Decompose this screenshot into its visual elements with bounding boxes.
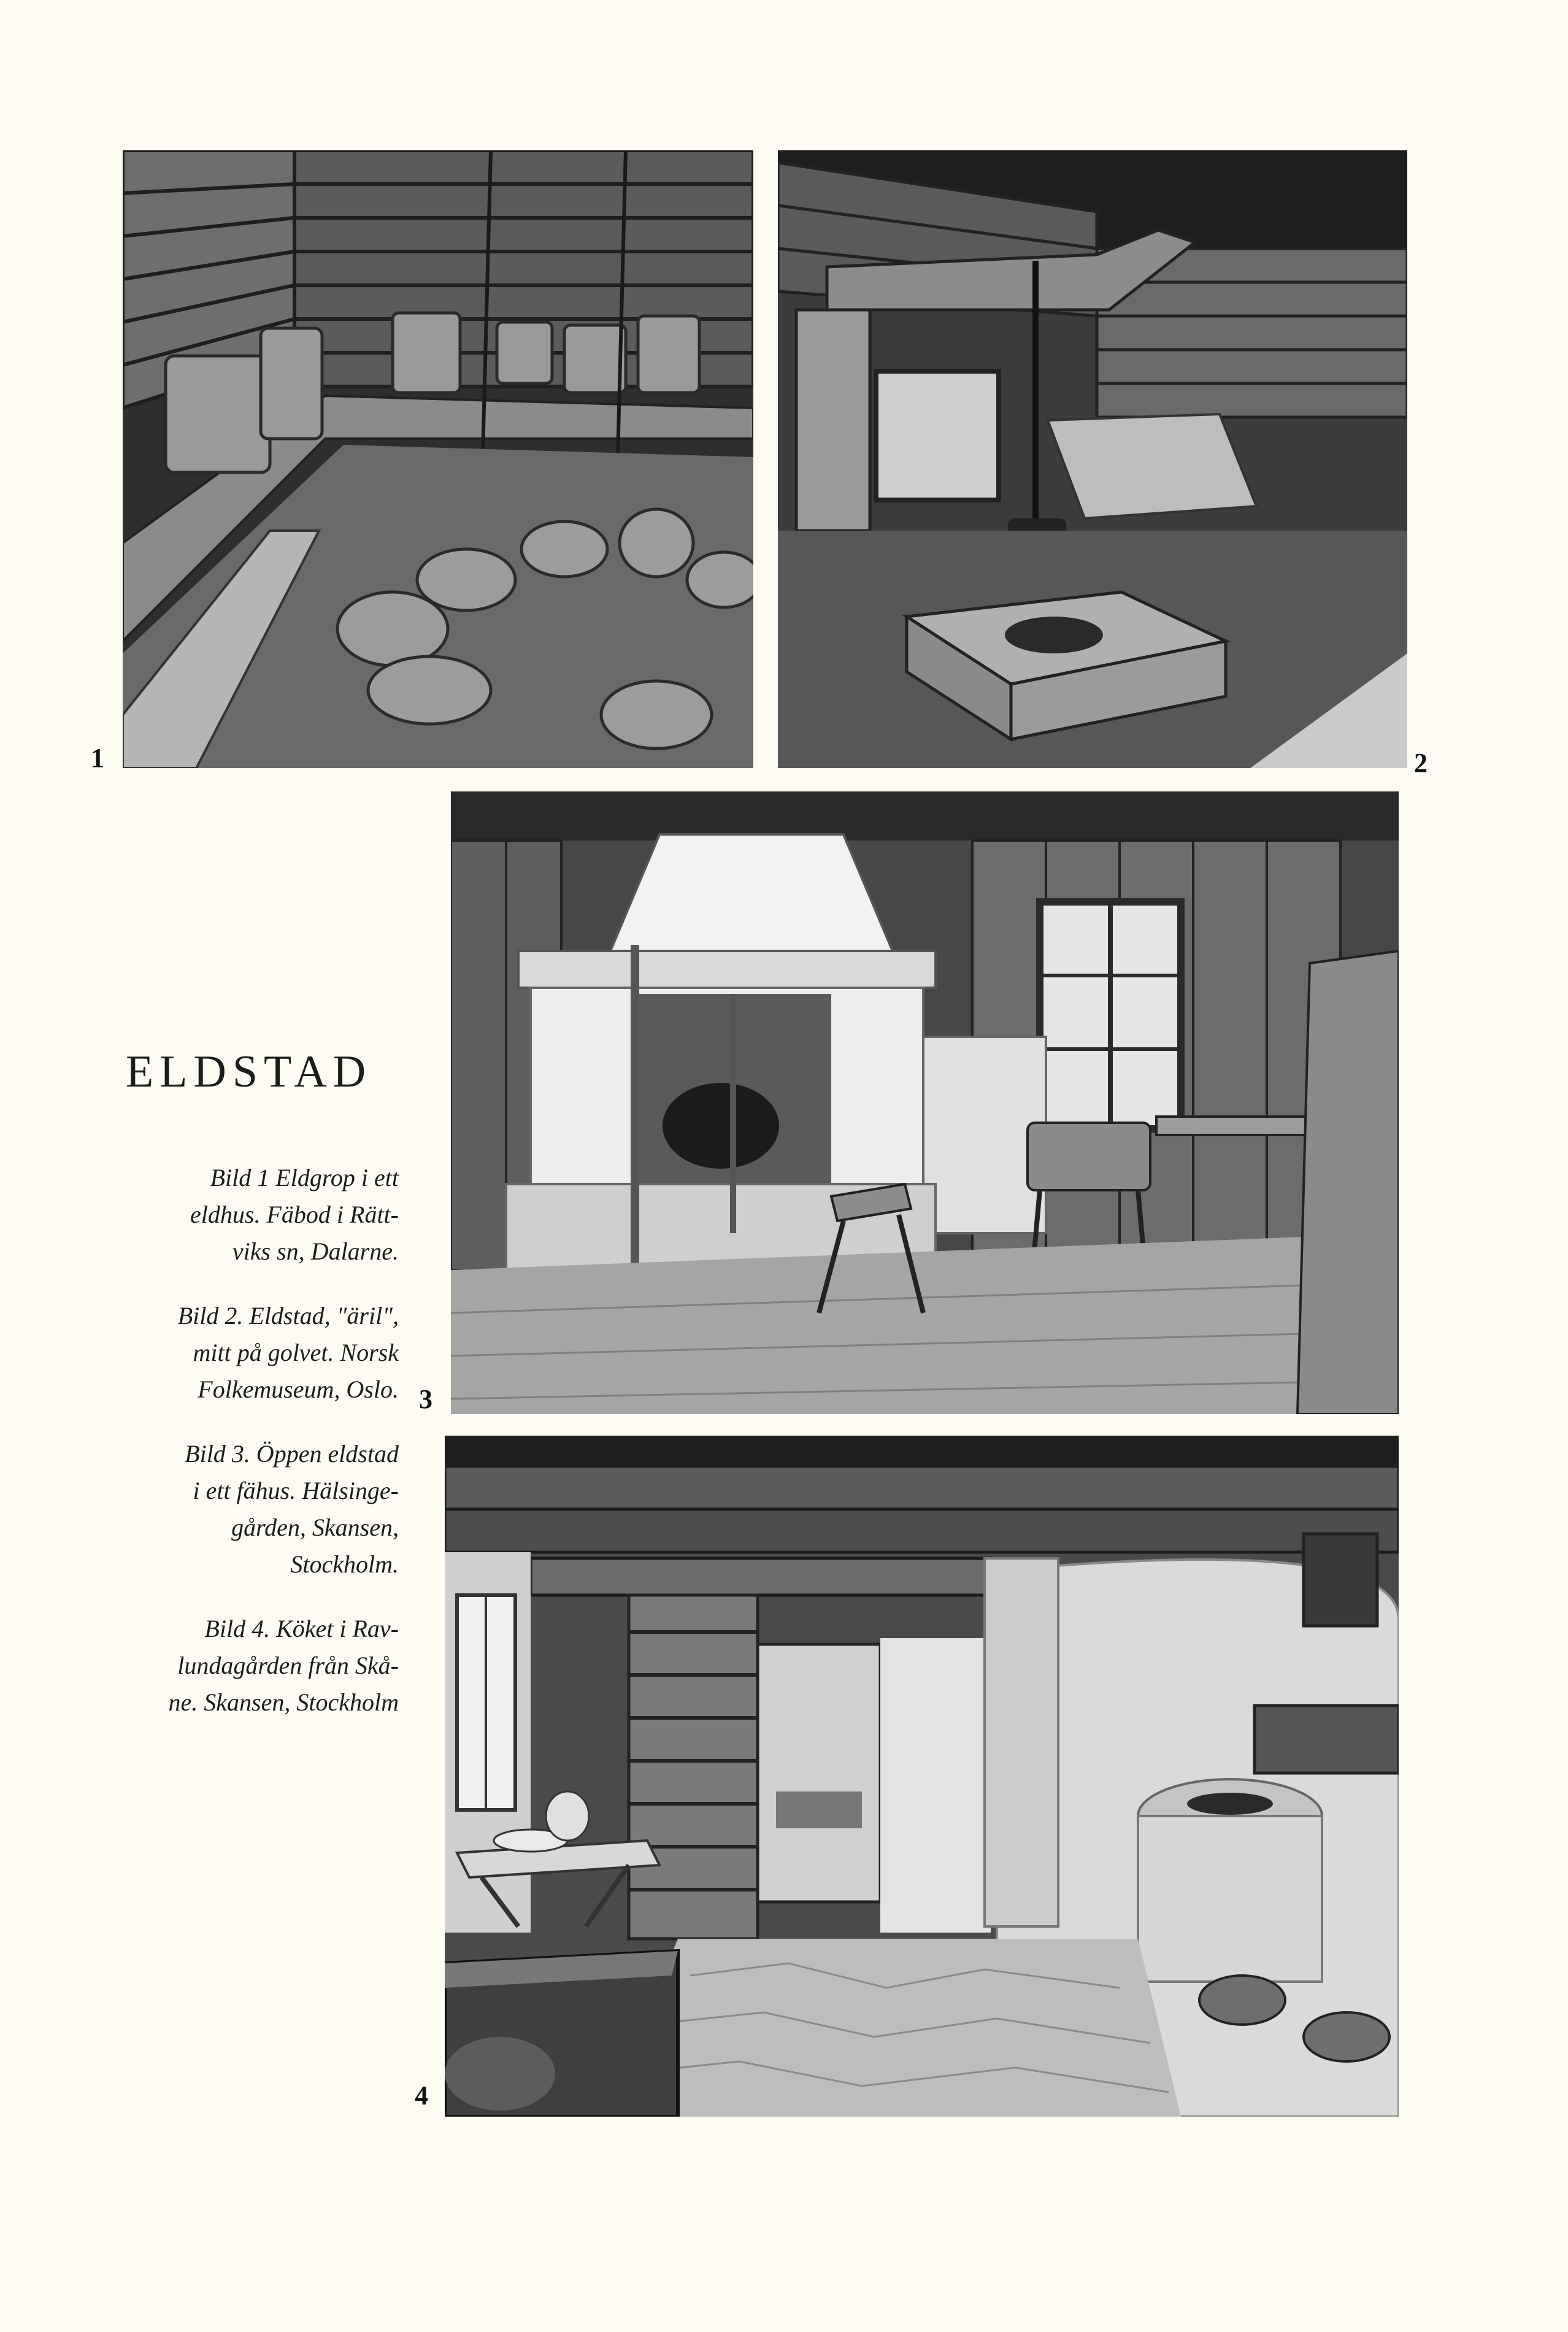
caption-line: Bild 3. Öppen eldstad [185, 1440, 399, 1468]
caption-bild-4 [110, 1610, 399, 1721]
photo-4-kitchen [445, 1436, 1399, 2117]
figure-number-1: 1 [91, 743, 104, 773]
caption-bild-3 [110, 1436, 399, 1583]
photo-1-fire-pit [123, 150, 753, 768]
caption-line: eldhus. Fäbod i Rätt- [190, 1201, 399, 1228]
caption-line: Stockholm. [290, 1550, 399, 1578]
caption-line: gården, Skansen, [231, 1514, 399, 1541]
photo-2-central-hearth [778, 150, 1407, 768]
figure-number-3: 3 [419, 1384, 432, 1414]
figure-number-4: 4 [415, 2080, 428, 2111]
caption-line: Folkemuseum, Oslo. [198, 1376, 399, 1403]
caption-line: i ett fähus. Hälsinge- [193, 1477, 399, 1504]
caption-line: lundagården från Skå- [177, 1652, 399, 1679]
photo-3-open-fireplace [451, 791, 1399, 1414]
caption-line: viks sn, Dalarne. [232, 1237, 399, 1265]
caption-bild-2 [110, 1298, 399, 1408]
caption-line: Bild 1 Eldgrop i ett [210, 1164, 399, 1191]
caption-line: Bild 4. Köket i Rav- [204, 1615, 399, 1642]
caption-line: Bild 2. Eldstad, "äril", [177, 1302, 399, 1330]
figure-number-2: 2 [1414, 748, 1428, 778]
caption-line: mitt på golvet. Norsk [193, 1339, 399, 1366]
caption-line: ne. Skansen, Stockholm [168, 1688, 399, 1716]
caption-bild-1 [110, 1160, 399, 1270]
page-heading: ELDSTAD [126, 1047, 372, 1097]
